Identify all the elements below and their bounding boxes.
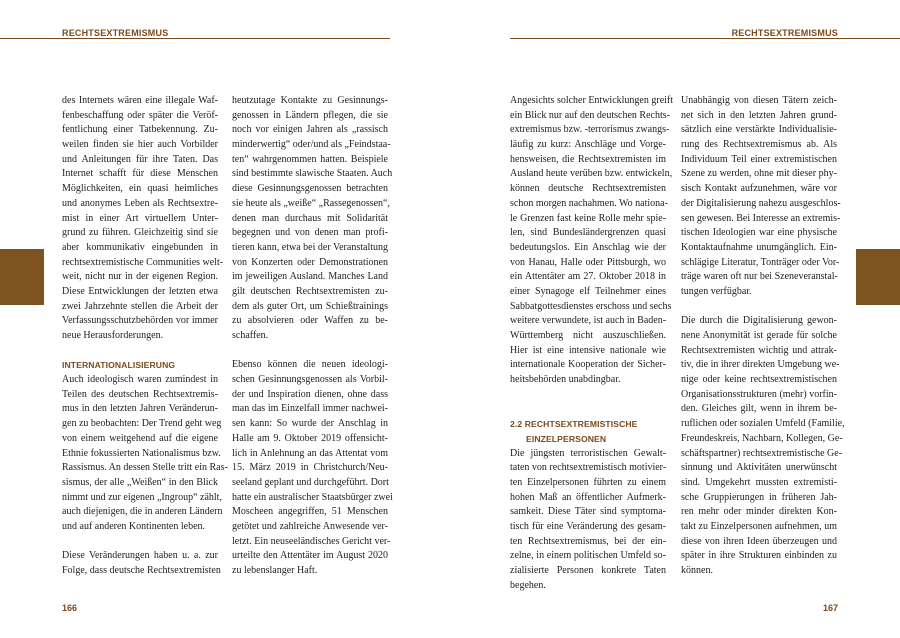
section-heading: EINZELPERSONEN — [526, 433, 607, 444]
text-line: tieren kann, etwa bei der Veranstaltung — [232, 241, 388, 253]
text-line: zu lebenslanger Haft. — [232, 565, 318, 576]
text-line: sätzlich eine verstärkte Individualisie- — [681, 124, 837, 136]
text-line: Diese Entwicklungen der letzten etwa — [62, 285, 218, 297]
right-column-1 — [510, 94, 674, 593]
text-line: nige oder keine rechtsextremistischen — [681, 374, 837, 386]
text-line: seeland geplant und durchgeführt. Dort — [232, 476, 389, 488]
text-line: träge waren oft nur bei Szeneveranstal- — [681, 271, 838, 283]
section-heading: INTERNATIONALISIERUNG — [62, 360, 176, 371]
text-line: man das im Einzelfall immer nachwei- — [232, 403, 388, 415]
text-line: von einem weitgehend auf die eigene — [62, 432, 218, 444]
text-line: zwei Jahrzehnte stellen die Arbeit der — [62, 300, 218, 312]
text-line: zialisierte Personen konkrete Taten — [510, 565, 666, 576]
text-line: sind. Umgekehrt mussten extremisti- — [681, 476, 837, 488]
text-line: Auch ideologisch waren zumindest in — [62, 374, 218, 386]
text-line: später in ihre Strukturen einbinden zu — [681, 550, 837, 562]
text-line: minderwertig“ oder/und als „Feindstaa- — [232, 139, 391, 151]
text-line: mist in einer Art virtuellem Unter- — [62, 212, 218, 224]
text-line: begehen. — [510, 579, 546, 591]
text-line: samkeit. Diese Täter sind symptoma- — [510, 506, 666, 518]
text-line: Rechtsextremisten wichtig und attrak- — [681, 344, 837, 356]
page-number: 167 — [822, 603, 838, 613]
text-line: aber kommunikativ eingebunden in — [62, 241, 218, 253]
text-line: Internet schafft für diese Menschen — [62, 168, 218, 180]
text-line: takt zu Einzelpersonen aufnehmen, um — [681, 520, 837, 532]
text-line: Hier ist eine intensive nationale wie — [510, 344, 666, 356]
text-line: tisch für eine Veränderung des gesam- — [510, 520, 666, 532]
text-line: schen Gesinnungsgenossen als Vorbil- — [232, 374, 388, 386]
text-line: einer Synagoge elf Teilnehmer eines — [510, 285, 666, 297]
text-line: von Hanau, Halle oder Pittsburgh, wo — [510, 256, 666, 268]
text-line: Württemberg nicht auszuschließen. — [510, 330, 666, 341]
right-column-2 — [681, 94, 845, 579]
text-line: Die durch die Digitalisierung gewon- — [681, 315, 837, 327]
text-line: sche Gruppierungen in früheren Jah- — [681, 491, 837, 503]
text-line: Moscheen angegriffen, 51 Menschen — [232, 506, 388, 518]
text-line: grund zu führen. Gleichzeitig sind sie — [62, 227, 218, 239]
text-line: der Digitalisierung nahezu ausgeschlos- — [681, 197, 841, 209]
text-line: ruflichen oder sozialen Umfeld (Familie, — [681, 418, 845, 430]
text-line: Szene zu werden, ohne mit dieser phy- — [681, 168, 837, 180]
text-line: Möglichkeiten, ein quasi heimliches — [62, 183, 218, 195]
text-line: le Grenzen fast keine Rolle mehr spie- — [510, 212, 666, 224]
paragraph — [510, 447, 666, 594]
text-line: gen zu beobachten: Der Trend geht weg — [62, 418, 222, 430]
paragraph — [62, 549, 221, 578]
text-line: urteilte den Attentäter im August 2020 — [232, 550, 388, 562]
text-line: sen kann: So wurde der Anschlag in — [232, 418, 388, 430]
text-line: fenbeschaffung oder später die Veröf- — [62, 109, 218, 121]
section-heading: 2.2 RECHTSEXTREMISTISCHE — [510, 419, 638, 430]
text-line: Halle am 9. Oktober 2019 offensicht- — [232, 432, 388, 444]
text-line: auch diejenigen, die in anderen Ländern — [62, 506, 223, 518]
text-line: dem als guter Ort, um Schießtrainings — [232, 300, 388, 312]
text-line: Teilen des deutschen Rechtsextremis- — [62, 388, 218, 400]
text-line: können deutsche Rechtsextremisten — [510, 183, 666, 195]
text-line: ten Einzelpersonen führten zu einem — [510, 476, 666, 488]
text-line: net sich in den letzten Jahren grund- — [681, 109, 837, 121]
text-line: zu absolvieren oder Waffen zu be- — [232, 315, 388, 327]
text-line: Folge, dass deutsche Rechtsextremisten — [62, 565, 221, 576]
text-line: tiv, die in ihrer direkten Umgebung we- — [681, 359, 840, 371]
text-line: gilt deutschen Rechtsextremisten zu- — [232, 285, 388, 297]
text-line: Individuum Teil einer extremistischen — [681, 153, 837, 165]
paragraph — [62, 94, 224, 344]
text-line: schon morgen nachahmen. Wo nationa- — [510, 197, 668, 209]
text-line: rung des Rechtsextremismus ab. Als — [681, 139, 837, 151]
text-line: letzt. Ein neuseeländisches Gericht ver- — [232, 535, 391, 547]
text-line: heitsbehörden unabdingbar. — [510, 374, 621, 386]
text-line: Ethnie fokussierten Nationalismus bzw. — [62, 447, 221, 459]
text-line: begegnen und von denen man profi- — [232, 227, 388, 239]
text-line: können. — [681, 565, 713, 576]
running-head: RECHTSEXTREMISMUS — [731, 28, 838, 38]
thumb-tab — [856, 249, 900, 305]
text-line: und auf anderen Kontinenten leben. — [62, 520, 206, 532]
text-line: taten von rechtsextremistisch motivier- — [510, 462, 667, 474]
left-column-2 — [232, 94, 393, 579]
running-head: RECHTSEXTREMISMUS — [62, 28, 169, 38]
text-line: denen man durchaus mit Solidarität — [232, 212, 388, 224]
text-line: sen gewesen. Bei Interesse an extremis- — [681, 212, 841, 224]
text-line: schäftspartner) rechtsextremistische Ge- — [681, 447, 843, 459]
text-line: internationale Kooperation der Sicher- — [510, 359, 666, 371]
text-line: des Internets wären eine illegale Waf- — [62, 95, 218, 106]
text-line: rechtsextremistische Communities welt- — [62, 256, 224, 268]
text-line: len, sind Bundesländergrenzen quasi — [510, 227, 666, 239]
text-line: Freundeskreis, Nachbarn, Kollegen, Ge- — [681, 432, 843, 444]
text-line: von Konzerten oder Demonstrationen — [232, 256, 388, 268]
text-line: weit, nicht nur in der eigenen Region. — [62, 271, 218, 283]
header-rule — [0, 38, 390, 39]
text-line: Rassismus. An dessen Stelle tritt ein Ras- — [62, 462, 228, 474]
text-line: nimmt und zur eigenen „Ingroup“ zählt, — [62, 491, 222, 503]
text-line: hensweisen, die Rechtsextremisten im — [510, 153, 666, 165]
text-line: läufig zu kurz: Anschläge und Vorge- — [510, 139, 666, 151]
text-line: Organisationsstrukturen (mehr) vorfin- — [681, 388, 837, 400]
text-line: Ausland heute verüben bzw. entwickeln, — [510, 168, 673, 180]
text-line: bedeutungslos. Ein Anschlag wie der — [510, 241, 666, 253]
text-line: lich in Anlehnung an das Attentat vom — [232, 447, 388, 459]
page-number: 166 — [62, 603, 78, 613]
text-line: Unabhängig von diesen Tätern zeich- — [681, 95, 837, 106]
right-page — [450, 0, 900, 638]
text-line: hatte ein australischer Staatsbürger zwei — [232, 491, 393, 503]
text-line: diese von ihren Ideen überzeugen und — [681, 535, 837, 547]
text-line: der und Inspiration dienen, ohne dass — [232, 388, 388, 400]
paragraph — [681, 94, 841, 300]
text-line: sie heute als „weiße“ „Rassegenossen“, — [232, 197, 390, 209]
text-line: fentlichung einer Tatbekennung. Zu- — [62, 124, 218, 136]
text-line: ten Rechtsextremismus, bei der ein- — [510, 535, 666, 547]
text-line: ein Blick nur auf den deutschen Rechts- — [510, 109, 670, 121]
text-line: sisch Kontakt aufzunehmen, wäre vor — [681, 183, 837, 195]
text-line: heutzutage Kontakte zu Gesinnungs- — [232, 95, 388, 106]
text-line: Die jüngsten terroristischen Gewalt- — [510, 447, 666, 459]
text-line: sismus, der alle „Weißen“ in den Blick — [62, 476, 218, 488]
text-line: weilen finden sie hier auch Vorbilder — [62, 139, 218, 151]
paragraph — [232, 358, 393, 578]
text-line: Verfassungsschutzbehörden vor immer — [62, 315, 218, 327]
paragraph — [681, 314, 845, 578]
text-line: im jeweiligen Ausland. Manches Land — [232, 271, 388, 283]
text-line: nene Anonymität ist gerade für solche — [681, 330, 837, 341]
text-line: Ebenso können die neuen ideologi- — [232, 359, 388, 371]
text-line: genossen in Ländern pflegen, die sie — [232, 109, 388, 121]
text-line: hohen Maß an öffentlicher Aufmerk- — [510, 491, 666, 503]
text-line: schaffen. — [232, 330, 269, 341]
text-line: und anonymes Leben als Rechtsextre- — [62, 197, 218, 209]
header-rule — [510, 38, 900, 39]
text-line: den. Gleiches gilt, wenn in ihrem be- — [681, 403, 837, 415]
text-line: Angesichts solcher Entwicklungen greift — [510, 95, 674, 106]
text-line: sinnung und Aktivitäten unerwünscht — [681, 462, 837, 474]
text-line: 15. März 2019 in Christchurch/Neu- — [232, 462, 388, 474]
text-line: ren mehr oder minder direkten Kon- — [681, 506, 837, 518]
text-line: ten“ wahrgenommen hatten. Beispiele — [232, 153, 388, 165]
text-line: sind bestimmte slawische Staaten. Auch — [232, 168, 393, 180]
text-line: Sabbatgottesdienstes erschoss und sechs — [510, 300, 672, 312]
text-line: Kontaktaufnahme unumgänglich. Ein- — [681, 241, 837, 253]
text-line: Diese Veränderungen haben u. a. zur — [62, 550, 218, 562]
text-line: zelne, in einem politischen Umfeld so- — [510, 550, 666, 562]
text-line: ein Attentäter am 27. Oktober 2018 in — [510, 271, 666, 283]
thumb-tab — [0, 249, 44, 305]
text-line: diese Gesinnungsgenossen betrachten — [232, 183, 388, 195]
text-line: tischen Ideologien war eine physische — [681, 227, 837, 239]
text-line: und Anleitungen für ihre Taten. Das — [62, 153, 218, 165]
text-line: noch vor einigen Jahren als „rassisch — [232, 124, 388, 136]
text-line: getötet und zahlreiche Anwesende ver- — [232, 520, 388, 532]
text-line: weitere verwundete, ist auch in Baden- — [510, 315, 667, 327]
paragraph — [232, 94, 393, 344]
paragraph — [62, 373, 228, 535]
text-line: extremismus bzw. -terrorismus zwangs- — [510, 124, 670, 136]
text-line: schlägige Literatur, Tonträger oder Vor- — [681, 256, 840, 268]
left-column-1 — [62, 94, 228, 579]
text-line: tungen verfügbar. — [681, 285, 752, 297]
text-line: neue Herausforderungen. — [62, 330, 164, 341]
text-line: mus in den letzten Jahren Veränderun- — [62, 403, 218, 415]
paragraph — [510, 94, 674, 388]
